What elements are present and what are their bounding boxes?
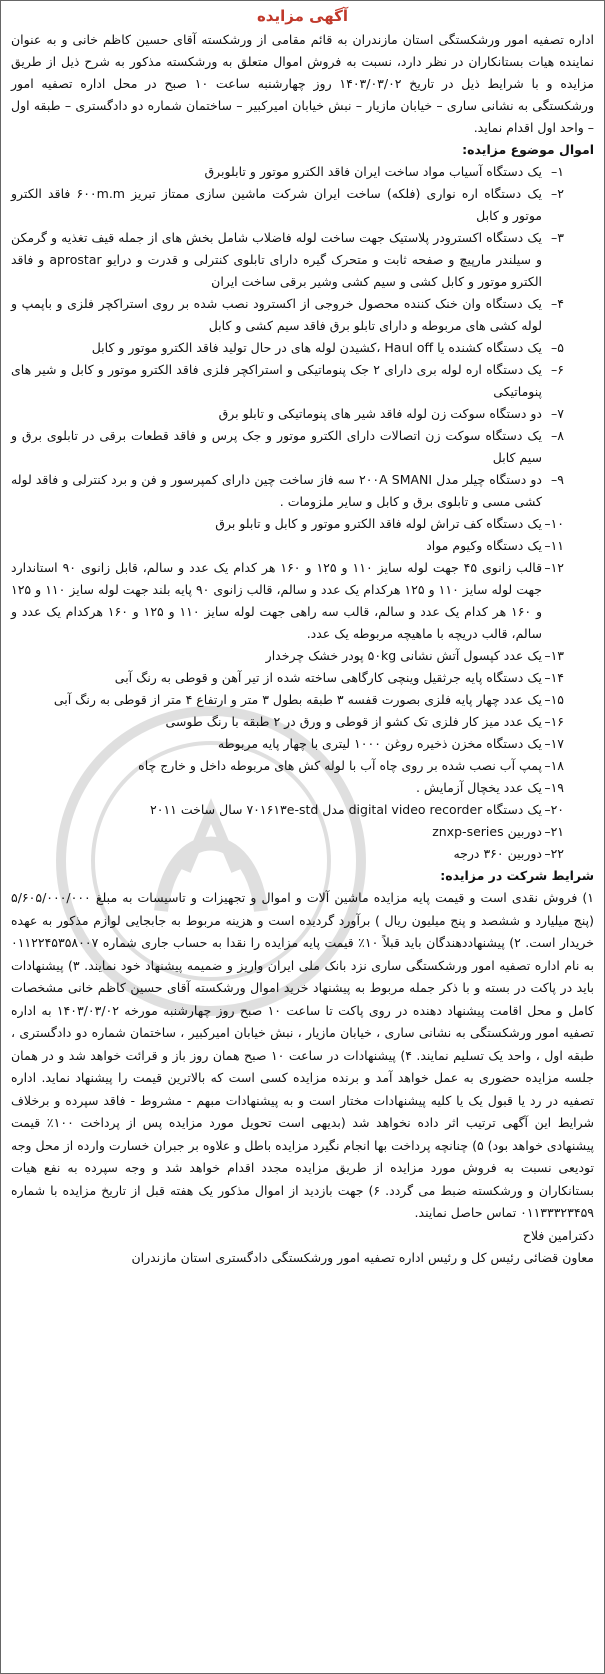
list-item: [11, 359, 594, 403]
list-item: [11, 557, 594, 645]
item-text: یک دستگاه اکسترودر پلاستیک جهت ساخت لوله فاضلاب شامل بخش های از جمله قیف تغذیه و گرمکن و سیلندر مارپیچ و صفحه ثابت و متحرک گیره دارای تابلوی کنترلی و قدرت و درایو aprostar و فاقد الکترو موتور و کابل کشی و سیم کشی وشیر برقی ساخت ایران: [11, 230, 542, 289]
list-item: [11, 293, 594, 337]
item-text: دو دستگاه چیلر مدل ۲۰۰A SMANI سه فاز ساخت چین دارای کمپرسور و فن و برد کنترلی و فاقد لوله کشی مسی و تابلوی برق و کابل و سایر ملزومات .: [11, 472, 542, 509]
list-item: [11, 799, 594, 821]
list-item: [11, 843, 594, 865]
item-number: ۵–: [551, 340, 564, 355]
items-heading: اموال موضوع مزایده:: [462, 142, 594, 157]
item-text: یک دستگاه digital video recorder مدل ۷۰۱۶۱۳e-std سال ساخت ۲۰۱۱: [150, 802, 542, 817]
item-number: ۱۲–: [544, 560, 564, 575]
item-text: یک دستگاه وان خنک کننده محصول خروجی از اکسترود نصب شده بر روی استراکچر فلزی و باپمپ و لوله کشی های مربوطه و دارای تابلو برق فاقد سیم کشی و کابل: [11, 296, 542, 333]
item-number: ۱۴–: [544, 670, 564, 685]
item-number: ۱۵–: [544, 692, 564, 707]
item-text: پمپ آب نصب شده بر روی چاه آب با لوله کش های مربوطه داخل و خارج چاه: [138, 758, 542, 773]
item-text: یک عدد میز کار فلزی تک کشو از قوطی و ورق در ۲ طبقه با رنگ طوسی: [165, 714, 542, 729]
item-text: یک دستگاه اره نواری (فلکه) ساخت ایران شرکت ماشین سازی ممتاز تبریز ۶۰۰m.m فاقد الکترو موتور و کابل: [11, 186, 542, 223]
item-text: یک دستگاه وکیوم مواد: [426, 538, 542, 553]
list-item: [11, 689, 594, 711]
list-item: [11, 733, 594, 755]
item-number: ۶–: [551, 362, 564, 377]
list-item: [11, 777, 594, 799]
item-number: ۳–: [551, 230, 564, 245]
item-number: ۲۰–: [544, 802, 564, 817]
list-item: [11, 755, 594, 777]
conditions-text: ۱) فروش نقدی است و قیمت پایه مزایده ماشین آلات و اموال و تجهیزات و تاسیسات به مبلغ ۵/۶۰۵/۰۰۰/۰۰۰ (پنج میلیارد و ششصد و پنج میلیون ریال ) برآورد گردیده است و هزینه مربوط به جابجایی لوازم مذکور به عهده خریدار است. ۲) پیشنهاددهندگان باید قبلاً ۱۰٪ قیمت پایه مزایده را نقدا به حساب جاری شماره ۰۱۱۲۲۴۵۳۵۸۰۰۷ به نام اداره تصفیه امور ورشکستگی ساری نزد بانک ملی ایران واریز و ضمیمه پیشنهاد خود نمایند. ۳) پیشنهادات باید در پاکت در بسته و با ذکر جمله مربوط به پیشنهاد خرید اموال ورشکسته آقای حسین کاظم خانی مشخصات کامل و محل اقامت پیشنهاد دهنده در روی پاکت تا ساعت ۱۰ صبح روز چهارشنبه مورخه ۱۴۰۳/۰۳/۰۲ به اداره تصفیه امور ورشکستگی به نشانی ساری ، خیابان مازیار ، نبش خیابان امیرکبیر ، ساختمان شماره دو دادگستری ، طبقه اول ، واحد یک تسلیم نمایند. ۴) پیشنهادات در ساعت ۱۰ صبح همان روز باز و قرائت خواهد شد و در همان جلسه مزایده حضوری به عمل خواهد آمد و برنده مزایده کسی است که بالاترین قیمت را پیشنهاد نماید. اداره تصفیه در رد یا قبول یک یا کلیه پیشنهادات مختار است و به پیشنهادات مبهم - مشروط - فاقد سپرده و برخلاف شرایط این آگهی ترتیب اثر داده نخواهد شد (بدیهی است تحویل مورد مزایده پس از پرداخت ۱۰۰٪ قیمت پیشنهادی خواهد بود) ۵) چنانچه پرداخت بها انجام نگیرد مزایده باطل و علاوه بر جبران خسارت وارده از محل وجه تودیعی نسبت به فروش مورد مزایده از طریق مزایده مجدد اقدام خواهد شد و وجه سپرده به نفع هیات بستانکاران و ورشکسته ضبط می گردد. ۶) جهت بازدید از اموال مذکور یک هفته قبل از تاریخ مزایده با شماره ۰۱۱۳۳۳۲۳۴۵۹ تماس حاصل نمایند.: [11, 890, 595, 1220]
item-text: یک عدد کپسول آتش نشانی ۵۰kg پودر خشک چرخدار: [265, 648, 542, 663]
conditions-heading: شرایط شرکت در مزایده:: [440, 868, 594, 883]
list-item: [11, 821, 594, 843]
item-text: دو دستگاه سوکت زن لوله فاقد شیر های پنوماتیکی و تابلو برق: [218, 406, 542, 421]
list-item: [11, 337, 594, 359]
item-text: یک دستگاه مخزن ذخیره روغن ۱۰۰۰ لیتری با چهار پایه مربوطه: [217, 736, 542, 751]
item-number: ۴–: [551, 296, 564, 311]
item-text: یک دستگاه پایه جرثقیل وینچی کارگاهی ساخته شده از تیر آهن و قوطی به رنگ آبی: [114, 670, 542, 685]
item-text: دوربین znxp-series: [432, 824, 542, 839]
item-number: ۲–: [551, 186, 564, 201]
item-text: یک دستگاه کف تراش لوله فاقد الکترو موتور و کابل و تابلو برق: [215, 516, 542, 531]
item-number: ۹–: [551, 472, 564, 487]
item-text: قالب زانوی ۴۵ جهت لوله سایز ۱۱۰ و ۱۲۵ و ۱۶۰ هر کدام یک عدد و سالم، قابل زانوی ۹۰ استاندارد جهت لوله سایز ۱۱۰ و ۱۲۵ هرکدام یک عدد و سالم، قالب زانوی ۹۰ پایه بلند جهت لوله سایز ۱۱۰ و ۱۲۵ و ۱۶۰ هر کدام یک عدد و سالم، قالب سه راهی جهت لوله سایز ۱۱۰ و ۱۲۵ و ۱۶۰ هرکدام یک عدد و سالم، قالب دریچه با ماهیچه مربوطه یک عدد.: [11, 560, 543, 641]
item-number: ۲۱–: [544, 824, 564, 839]
list-item: [11, 161, 594, 183]
list-item: [11, 535, 594, 557]
list-item: [11, 513, 594, 535]
item-text: یک دستگاه کشنده یا Haul off ،کشیدن لوله های در حال تولید فاقد الکترو موتور و کابل: [91, 340, 542, 355]
item-number: ۱۹–: [544, 780, 564, 795]
list-item: [11, 183, 594, 227]
list-item: [11, 227, 594, 293]
item-number: ۱۶–: [544, 714, 564, 729]
item-text: دوربین ۳۶۰ درجه: [453, 846, 542, 861]
item-text: یک دستگاه آسیاب مواد ساخت ایران فاقد الکترو موتور و تابلوبرق: [204, 164, 542, 179]
item-text: یک عدد چهار پایه فلزی بصورت قفسه ۳ طبقه بطول ۳ متر و ارتفاع ۴ متر از قوطی به رنگ آبی: [53, 692, 542, 707]
signature-name: دکترامین فلاح: [522, 1227, 594, 1243]
item-number: ۱۳–: [544, 648, 564, 663]
signature-title: معاون قضائی رئیس کل و رئیس اداره تصفیه امور ورشکستگی دادگستری استان مازندران: [131, 1249, 594, 1265]
list-item: [11, 667, 594, 689]
item-number: ۱۱–: [544, 538, 564, 553]
item-number: ۷–: [551, 406, 564, 421]
item-number: ۱۸–: [544, 758, 564, 773]
item-number: ۲۲–: [544, 846, 564, 861]
list-item: [11, 645, 594, 667]
item-number: ۱۷–: [544, 736, 564, 751]
notice-intro: اداره تصفیه امور ورشکستگی استان مازندران به قائم مقامی از ورشکسته آقای حسین کاظم خانی و به عنوان نماینده هیات بستانکاران در نظر دارد، نسبت به فروش اموال متعلق به ورشکسته مذکور به شرح ذیل از طریق مزایده و با شرایط ذیل در تاریخ ۱۴۰۳/۰۳/۰۲ روز چهارشنبه ساعت ۱۰ صبح در محل اداره تصفیه امور ورشکستگی به نشانی ساری – خیابان مازیار – نبش خیابان امیرکبیر – ساختمان شماره دو دادگستری – طبقه اول – واحد اول اقدام نماید.: [11, 32, 594, 135]
item-number: ۱–: [551, 164, 564, 179]
item-text: یک دستگاه سوکت زن اتصالات دارای الکترو موتور و جک پرس و فاقد قطعات برقی در تابلوی برق و سیم کابل: [11, 428, 542, 465]
item-text: یک عدد یخچال آزمایش .: [415, 780, 542, 795]
item-number: ۸–: [551, 428, 564, 443]
list-item: [11, 469, 594, 513]
items-list: [11, 161, 594, 865]
item-number: ۱۰–: [544, 516, 564, 531]
item-text: یک دستگاه اره لوله بری دارای ۲ جک پنوماتیکی و استراکچر فلزی فاقد الکترو موتور و کابل و شیر های پنوماتیکی: [11, 362, 542, 399]
notice-title: آگهی مزایده: [256, 7, 349, 25]
list-item: [11, 711, 594, 733]
list-item: [11, 425, 594, 469]
list-item: [11, 403, 594, 425]
